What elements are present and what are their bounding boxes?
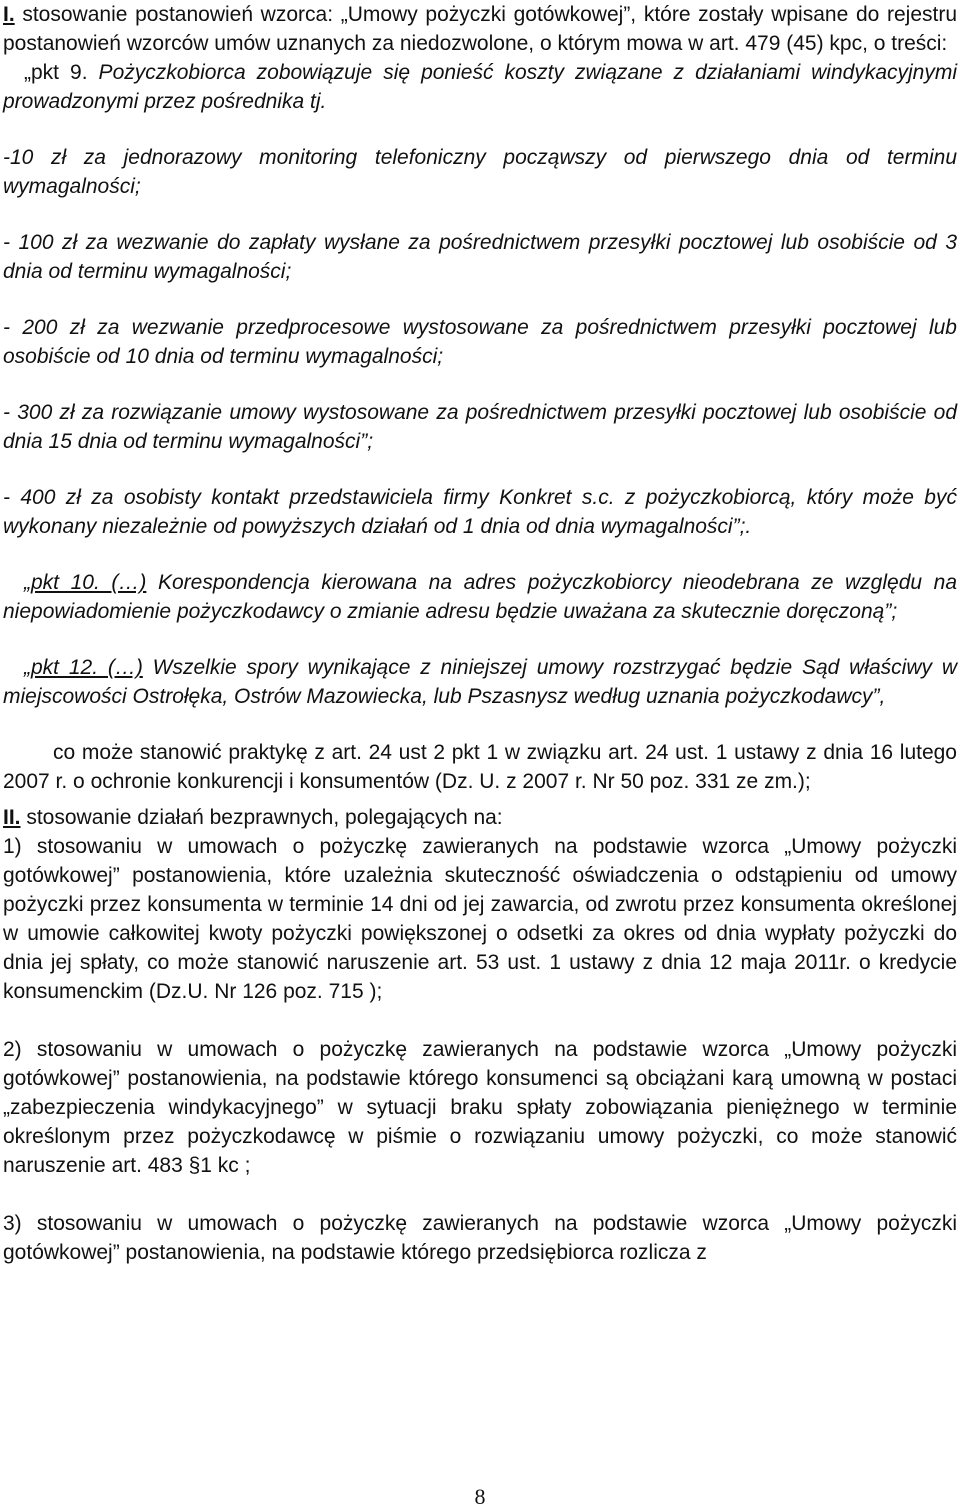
section-2-item-3: 3) stosowaniu w umowach o pożyczkę zawieranych na podstawie wzorca „Umowy pożyczki gotówkowej” postanowienia, na podstawie którego przedsiębiorca rozlicza z [3, 1212, 957, 1264]
fee-item-400: - 400 zł za osobisty kontakt przedstawiciela firmy Konkret s.c. z pożyczkobiorcą, który może być wykonany niezależnie od powyższych działań od 1 dnia od dnia wymagalności”;. [3, 486, 957, 538]
fee-item-10: -10 zł za jednorazowy monitoring telefoniczny począwszy od pierwszego dnia od terminu wymagalności; [3, 146, 957, 198]
pkt10-text: Korespondencja kierowana na adres pożyczkobiorcy nieodebrana ze względu na niepowiadomienie pożyczkodawcy o zmianie adresu będzie uważana za skutecznie doręczoną”; [3, 571, 957, 623]
pkt9-text: Pożyczkobiorca zobowiązuje się ponieść koszty związane z działaniami windykacyjnymi prowadzonymi przez pośrednika tj. [3, 61, 958, 113]
pkt12-text: Wszelkie spory wynikające z niniejszej umowy rozstrzygać będzie Sąd właściwy w miejscowości Ostrołęka, Ostrów Mazowiecka, lub Pszasnysz według uznania pożyczkodawcy”, [3, 656, 958, 708]
section-2-item-2: 2) stosowaniu w umowach o pożyczkę zawieranych na podstawie wzorca „Umowy pożyczki gotówkowej” postanowienia, na podstawie którego konsumenci są obciążani karą umowną w postaci „zabezpieczenia windykacyjnego” w sytuacji braku spłaty zobowiązania pieniężnego w terminie określonym przez pożyczkodawcę w piśmie o rozwiązaniu umowy pożyczki, co może stanowić naruszenie art. 483 §1 kc ; [3, 1038, 957, 1177]
fee-item-300: - 300 zł za rozwiązanie umowy wystosowane za pośrednictwem przesyłki pocztowej lub osobiście od dnia 15 dnia od terminu wymagalności”; [3, 401, 957, 453]
fee-item-100: - 100 zł za wezwanie do zapłaty wysłane za pośrednictwem przesyłki pocztowej lub osobiście od 3 dnia od terminu wymagalności; [3, 231, 957, 283]
section-2-intro [3, 803, 957, 832]
pkt10-paragraph [3, 568, 957, 626]
fee-item-200: - 200 zł za wezwanie przedprocesowe wystosowane za pośrednictwem przesyłki pocztowej lub osobiście od 10 dnia od terminu wymagalności; [3, 316, 957, 368]
conclusion-text: co może stanowić praktykę z art. 24 ust 2 pkt 1 w związku art. 24 ust. 1 ustawy z dnia 16 lutego 2007 r. o ochronie konkurencji i konsumentów (Dz. U. z 2007 r. Nr 50 poz. 331 ze zm.); [3, 741, 957, 793]
section-1-intro-text: stosowanie postanowień wzorca: „Umowy pożyczki gotówkowej”, które zostały wpisane do rejestru postanowień wzorców umów uznanych za niedozwolone, o którym mowa w art. 479 (45) kpc, o treści: [3, 3, 957, 55]
section-2-intro-text: stosowanie działań bezprawnych, polegających na: [20, 806, 503, 829]
section-1-conclusion [3, 738, 957, 796]
section-1-intro [3, 0, 957, 58]
pkt9-label: „pkt 9. [24, 61, 88, 84]
pkt10-label: „pkt 10. (…) [24, 571, 147, 594]
page-number: 8 [474, 1484, 486, 1509]
pkt12-paragraph [3, 653, 957, 711]
pkt12-label: „pkt 12. (…) [24, 656, 143, 679]
section-2-item-1: 1) stosowaniu w umowach o pożyczkę zawieranych na podstawie wzorca „Umowy pożyczki gotówkowej” postanowienia, które uzależnia skuteczność oświadczenia o odstąpieniu od umowy pożyczki przez konsumenta w terminie 14 dni od jej zawarcia, od zwrotu przez konsumenta określonej w umowie całkowitej kwoty pożyczki powiększonej o odsetki za okres od dnia wypłaty pożyczki do dnia jej spłaty, co może stanowić naruszenie art. 53 ust. 1 ustawy z dnia 12 maja 2011r. o kredycie konsumenckim (Dz.U. Nr 126 poz. 715 ); [3, 835, 957, 1003]
section-1-marker: I. [3, 3, 15, 26]
pkt9-paragraph [3, 58, 957, 116]
section-2-marker: II. [3, 806, 21, 829]
document-page [3, 0, 957, 1267]
